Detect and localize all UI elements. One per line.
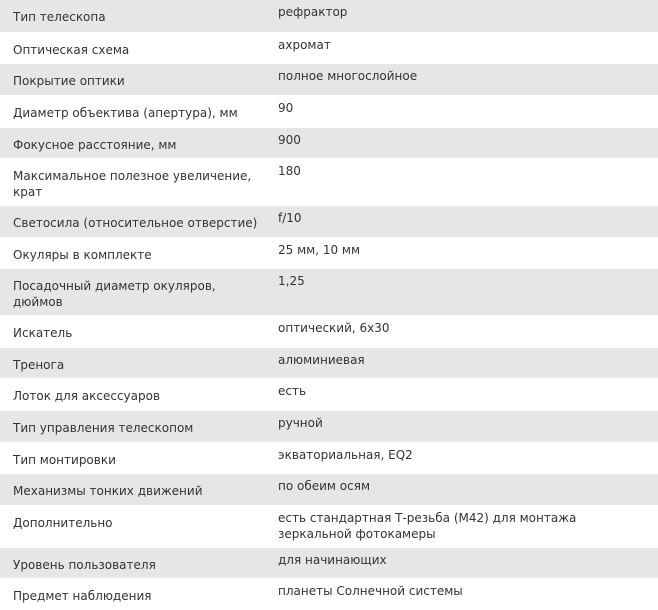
spec-row [0,158,658,205]
spec-row [0,505,658,547]
spec-value: ручной [278,415,323,430]
spec-value: алюминиевая [278,352,365,367]
spec-row [0,410,658,442]
spec-name: Фокусное расстояние, мм [13,137,177,152]
spec-row [0,347,658,378]
spec-value: для начинающих [278,552,387,567]
spec-row [0,473,658,505]
spec-value: есть [278,383,307,398]
spec-name: Покрытие оптики [13,73,125,88]
spec-name: Оптическая схема [13,42,130,57]
spec-value: 180 [278,163,301,178]
spec-row [0,268,658,315]
spec-name: Тренога [13,357,65,372]
spec-name: Тип монтировки [13,452,116,467]
spec-name: Механизмы тонких движений [13,483,203,498]
spec-name: Диаметр объектива (апертура), мм [13,105,238,120]
spec-name: Тип управления телескопом [13,420,194,435]
spec-name: Посадочный диаметр окуляров, дюймов [13,278,216,309]
spec-value: есть стандартная Т-резьба (М42) для монтажа зеркальной фотокамеры [278,510,577,541]
spec-value: f/10 [278,210,302,225]
spec-value: 900 [278,132,301,147]
spec-value: полное многослойное [278,68,418,83]
spec-row [0,578,658,609]
spec-value: ахромат [278,37,331,52]
spec-name: Искатель [13,325,73,340]
spec-row [0,127,658,158]
spec-value: 90 [278,100,294,115]
spec-name: Тип телескопа [13,10,106,24]
spec-row [0,32,658,63]
spec-name: Дополнительно [13,515,113,530]
spec-value: экваториальная, EQ2 [278,447,413,462]
spec-value: рефрактор [278,5,348,19]
spec-name: Лоток для аксессуаров [13,388,161,403]
spec-row [0,0,658,32]
spec-row [0,237,658,268]
spec-name: Уровень пользователя [13,557,156,572]
spec-name: Светосила (относительное отверстие) [13,215,258,230]
spec-name: Окуляры в комплекте [13,247,152,262]
spec-row [0,315,658,347]
spec-row [0,63,658,95]
spec-value: 1,25 [278,273,305,288]
spec-row [0,547,658,578]
spec-row [0,95,658,127]
spec-name: Максимальное полезное увеличение, крат [13,168,252,199]
spec-row [0,205,658,237]
spec-row [0,378,658,410]
spec-name: Предмет наблюдения [13,588,152,603]
spec-value: по обеим осям [278,478,371,493]
spec-value: планеты Солнечной системы [278,583,463,598]
spec-value: 25 мм, 10 мм [278,242,361,257]
spec-row [0,442,658,473]
spec-value: оптический, 6х30 [278,320,390,335]
